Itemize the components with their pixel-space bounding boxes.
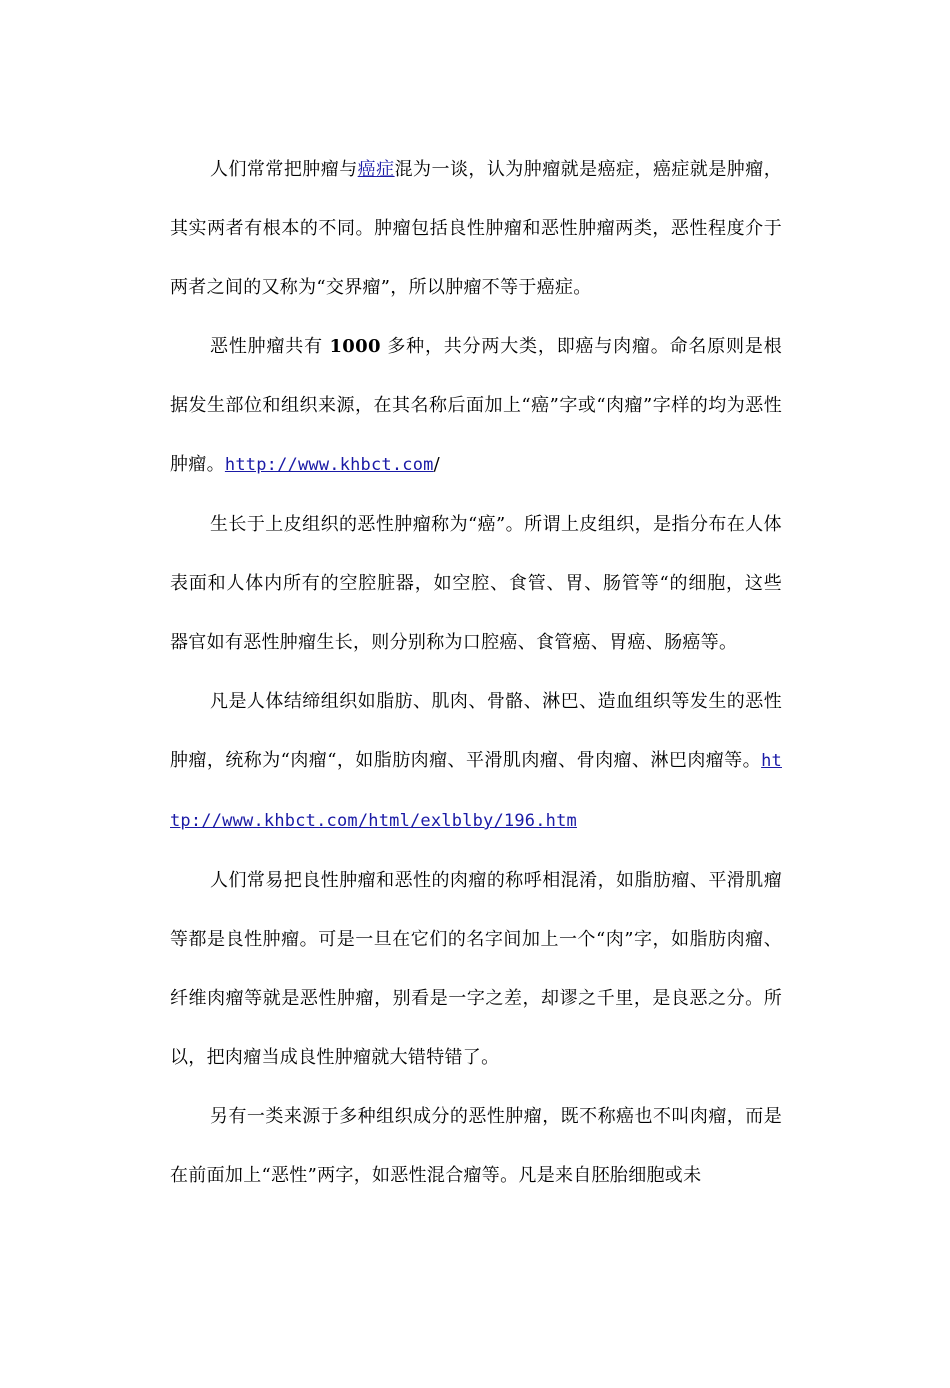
paragraph-6: 另有一类来源于多种组织成分的恶性肿瘤，既不称癌也不叫肉瘤，而是在前面加上“恶性”两字，如恶性混合瘤等。凡是来自胚胎细胞或未 [170,1106,782,1186]
paragraph-5: 人们常易把良性肿瘤和恶性的肉瘤的称呼相混淆，如脂肪瘤、平滑肌瘤等都是良性肿瘤。可是一旦在它们的名字间加上一个“肉”字，如脂肪肉瘤、纤维肉瘤等就是恶性肿瘤，别看是一字之差，却谬之千里，是良恶之分。所以，把肉瘤当成良性肿瘤就大错特错了。 [170,870,782,1068]
paragraph-1-text-before: 人们常常把肿瘤与 [210,159,358,180]
paragraph-2-trailing-slash: / [433,454,440,475]
paragraph-2-text-after: 多种，共分两大类，即癌与肉瘤。命名原则是根据发生部位和组织来源，在其名称后面加上“癌”字或“肉瘤”字样的均为恶性肿瘤。 [170,336,782,475]
paragraph-4-text: 凡是人体结缔组织如脂肪、肌肉、骨骼、淋巴、造血组织等发生的恶性肿瘤，统称为“肉瘤“，如脂肪肉瘤、平滑肌肉瘤、骨肉瘤、淋巴肉瘤等。 [170,691,782,771]
paragraph-3: 生长于上皮组织的恶性肿瘤称为“癌”。所谓上皮组织，是指分布在人体表面和人体内所有的空腔脏器，如空腔、食管、胃、肠管等“的细胞，这些器官如有恶性肿瘤生长，则分别称为口腔癌、食管癌、胃癌、肠癌等。 [170,514,782,653]
paragraph-1 [170,140,782,317]
tumor-count-number: 1000 [329,336,381,357]
paragraph-2-text-before: 恶性肿瘤共有 [210,336,330,357]
paragraph-1-text-after: 混为一谈，认为肿瘤就是癌症，癌症就是肿瘤，其实两者有根本的不同。肿瘤包括良性肿瘤和恶性肿瘤两类，恶性程度介于两者之间的又称为“交界瘤”，所以肿瘤不等于癌症。 [170,159,782,298]
cancer-link[interactable]: 癌症 [357,159,395,180]
khbct-article-link[interactable]: http://www.khbct.com/html/exlblby/196.htm [170,751,782,831]
paragraph-2 [170,317,782,495]
khbct-home-link[interactable]: http://www.khbct.com [224,455,434,475]
paragraph-4 [170,672,782,851]
document-body [170,140,782,1205]
